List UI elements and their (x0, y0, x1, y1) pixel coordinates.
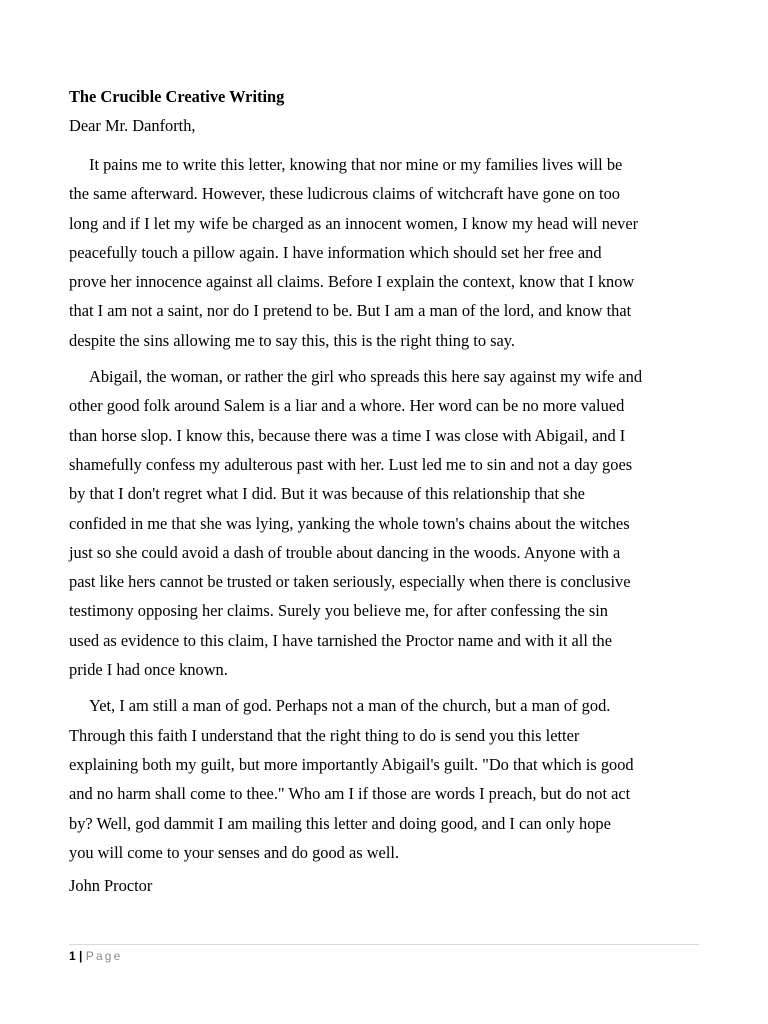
paragraph-line: by? Well, god dammit I am mailing this letter and doing good, and I can only hope (69, 813, 611, 833)
page-number: 1 (69, 949, 76, 963)
paragraph-line: Abigail, the woman, or rather the girl who spreads this here say against my wife and (89, 367, 643, 387)
paragraph-line: other good folk around Salem is a liar and a whore. Her word can be no more valued (69, 396, 625, 416)
paragraph-2 (69, 362, 709, 684)
paragraph-line: explaining both my guilt, but more importantly Abigail's guilt. "Do that which is good (69, 754, 634, 774)
paragraph-3 (69, 691, 709, 867)
paragraph-line: peacefully touch a pillow again. I have information which should set her free and (69, 242, 602, 262)
footer-separator: | (79, 949, 83, 963)
paragraph-line: used as evidence to this claim, I have tarnished the Proctor name and with it all the (69, 630, 613, 650)
paragraph-line: than horse slop. I know this, because there was a time I was close with Abigail, and I (69, 425, 626, 445)
paragraph-line: the same afterward. However, these ludicrous claims of witchcraft have gone on too (69, 184, 620, 204)
paragraph-line: Through this faith I understand that the right thing to do is send you this letter (69, 725, 580, 745)
paragraph-line: testimony opposing her claims. Surely you believe me, for after confessing the sin (69, 601, 608, 621)
document-title: The Crucible Creative Writing (69, 87, 285, 106)
paragraph-line: that I am not a saint, nor do I pretend to be. But I am a man of the lord, and know that (69, 301, 632, 321)
paragraph-line: by that I don't regret what I did. But it was because of this relationship that she (69, 484, 585, 504)
paragraph-line: you will come to your senses and do good as well. (69, 842, 400, 862)
paragraph-line: confided in me that she was lying, yanking the whole town's chains about the witches (69, 513, 630, 533)
paragraph-line: shamefully confess my adulterous past with her. Lust led me to sin and not a day goes (69, 454, 633, 474)
footer-divider (69, 944, 699, 945)
page-footer (69, 947, 123, 965)
page-label: Page (85, 949, 123, 963)
paragraph-line: prove her innocence against all claims. Before I explain the context, know that I know (69, 272, 635, 292)
paragraph-line: pride I had once known. (69, 660, 228, 680)
paragraph-line: It pains me to write this letter, knowing that nor mine or my families lives will be (89, 155, 623, 174)
paragraph-line: past like hers cannot be trusted or taken seriously, especially when there is conclusive (69, 572, 631, 592)
document-body (69, 85, 709, 898)
paragraph-line: and no harm shall come to thee." Who am I if those are words I preach, but do not act (69, 784, 631, 804)
paragraph-1 (69, 150, 709, 355)
signature: John Proctor (69, 876, 153, 896)
salutation: Dear Mr. Danforth, (69, 116, 196, 135)
paragraph-line: just so she could avoid a dash of trouble about dancing in the woods. Anyone with a (69, 542, 621, 562)
paragraph-line: despite the sins allowing me to say this, this is the right thing to say. (69, 330, 516, 350)
paragraph-line: Yet, I am still a man of god. Perhaps not a man of the church, but a man of god. (89, 696, 611, 716)
paragraph-line: long and if I let my wife be charged as an innocent women, I know my head will never (69, 213, 639, 233)
